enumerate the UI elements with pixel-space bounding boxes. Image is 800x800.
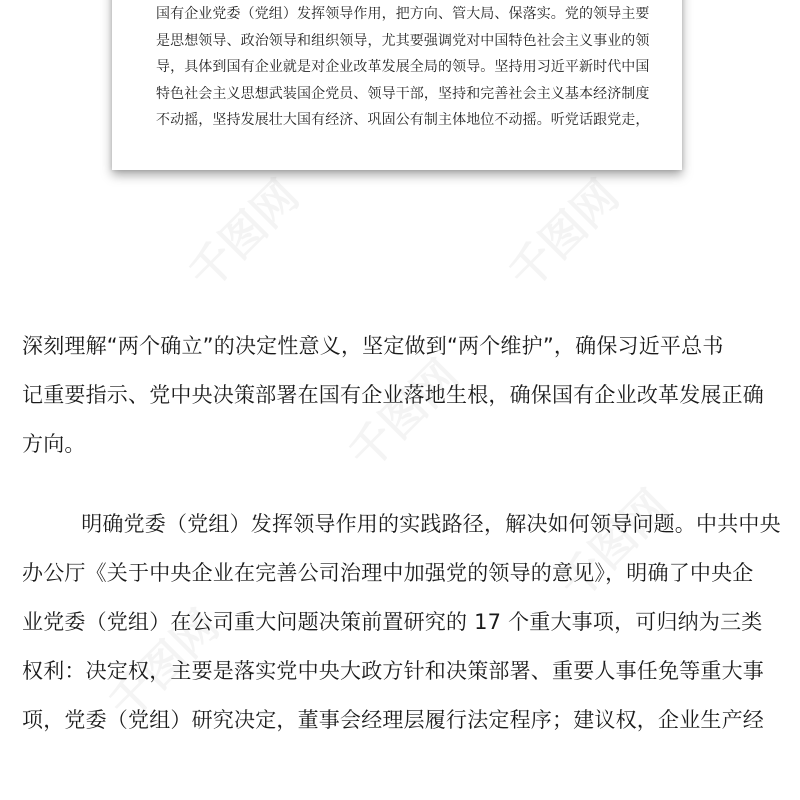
watermark: 千图网	[339, 350, 469, 480]
watermark: 千图网	[549, 480, 679, 610]
paragraph-line: 明确党委（党组）发挥领导作用的实践路径，解决如何领导问题。中共中央	[60, 512, 781, 536]
paragraph	[22, 500, 782, 745]
paragraph-line: 方向。	[22, 432, 86, 456]
paragraph-gap	[22, 469, 782, 500]
paragraph	[22, 322, 782, 469]
card-text-line: 不动摇，坚持发展壮大国有经济、巩固公有制主体地位不动摇。听党话跟党走，	[156, 112, 650, 128]
card-text-line: 是思想领导、政治领导和组织领导，尤其要强调党对中国特色社会主义事业的领	[156, 32, 650, 49]
paragraph-line: 深刻理解“两个确立”的决定性意义，坚定做到“两个维护”，确保习近平总书	[22, 334, 724, 358]
quote-card	[112, 0, 682, 170]
paragraph-line: 权利：决定权，主要是落实党中央大政方针和决策部署、重要人事任免等重大事	[22, 659, 764, 683]
card-text-line: 导，具体到国有企业就是对企业改革发展全局的领导。坚持用习近平新时代中国	[156, 59, 650, 75]
card-text-line: 特色社会主义思想武装国企党员、领导干部，坚持和完善社会主义基本经济制度	[156, 85, 650, 102]
paragraph-line: 办公厅《关于中央企业在完善公司治理中加强党的领导的意见》，明确了中央企	[22, 561, 754, 585]
paragraph-line: 记重要指示、党中央决策部署在国有企业落地生根，确保国有企业改革发展正确	[22, 383, 764, 407]
paragraph-line: 业党委（党组）在公司重大问题决策前置研究的 17 个重大事项，可归纳为三类	[22, 610, 763, 634]
paragraph-line: 项，党委（党组）研究决定，董事会经理层履行法定程序；建议权，企业生产经	[22, 708, 764, 732]
watermark: 千图网	[499, 170, 629, 300]
card-text-line: 国有企业党委（党组）发挥领导作用，把方向、管大局、保落实。党的领导主要	[156, 6, 650, 22]
article-body	[22, 322, 782, 745]
watermark: 千图网	[179, 170, 309, 300]
watermark: 千图网	[99, 600, 229, 730]
